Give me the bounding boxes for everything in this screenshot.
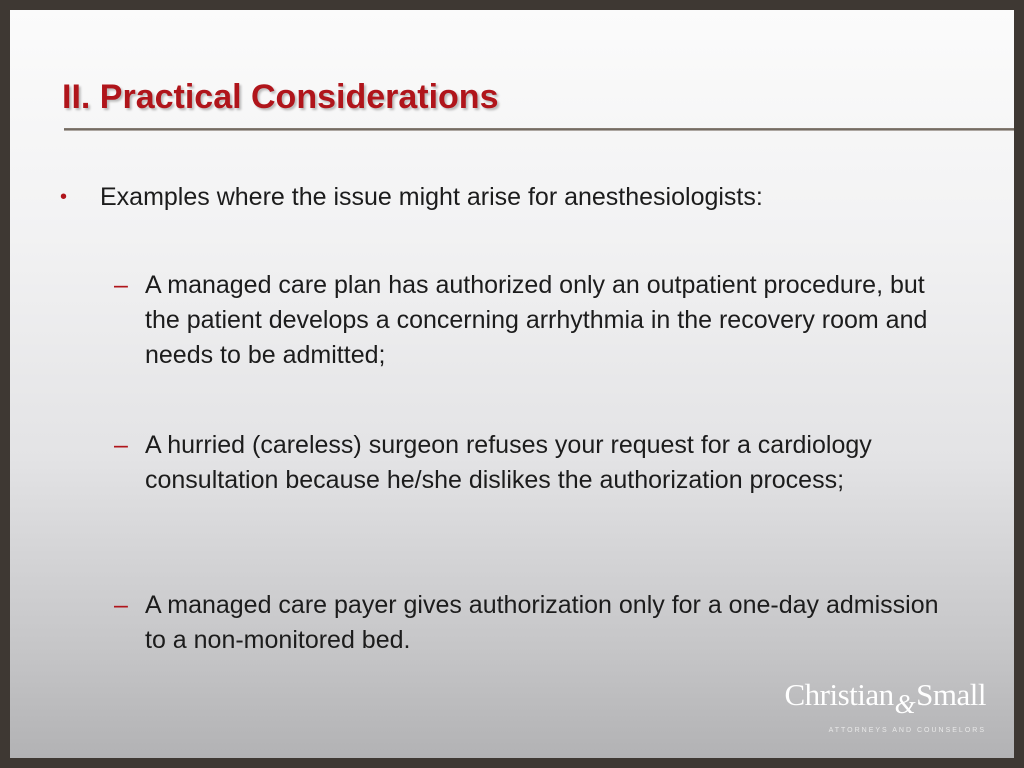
- dash-icon: –: [114, 431, 128, 459]
- logo-wordmark: [784, 677, 986, 719]
- sub-bullet-text: A managed care plan has authorized only an outpatient procedure, but the patient develops a concerning arrhythmia in the recovery room and needs to be admitted;: [145, 271, 928, 369]
- firm-logo: [784, 678, 986, 734]
- title-underline: [64, 128, 1014, 131]
- main-bullet-text: Examples where the issue might arise for anesthesiologists:: [100, 183, 763, 211]
- sub-bullet: [114, 428, 964, 498]
- logo-tagline: ATTORNEYS AND COUNSELORS: [828, 727, 986, 734]
- slide-title: II. Practical Considerations: [62, 78, 499, 116]
- slide: [10, 10, 1014, 758]
- sub-bullet: [114, 588, 964, 658]
- sub-bullet-text: A managed care payer gives authorization only for a one-day admission to a non-monitored bed.: [145, 591, 939, 654]
- logo-name-left: Christian: [784, 677, 894, 712]
- logo-ampersand: &: [894, 689, 916, 719]
- bullet-dot-icon: •: [60, 186, 68, 208]
- main-bullet: [60, 180, 1000, 215]
- sub-bullet-text: A hurried (careless) surgeon refuses your request for a cardiology consultation because he/she dislikes the authorization process;: [145, 431, 872, 494]
- dash-icon: –: [114, 591, 128, 619]
- logo-name-right: Small: [916, 677, 986, 712]
- dash-icon: –: [114, 271, 128, 299]
- sub-bullet: [114, 268, 964, 373]
